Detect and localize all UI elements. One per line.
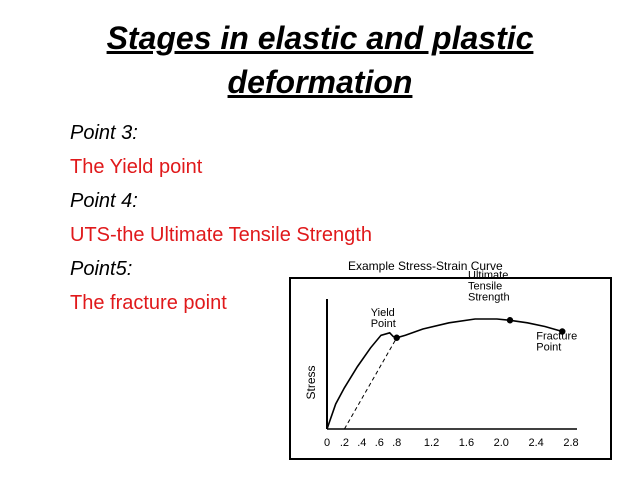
x-tick-label: 2.8: [563, 437, 579, 449]
point-4-desc: UTS-the Ultimate Tensile Strength: [70, 224, 372, 246]
x-tick-label: .4: [357, 437, 367, 449]
point-5-label: Point5:: [70, 258, 133, 280]
x-tick-label: 0: [323, 437, 331, 449]
stress-strain-chart: [289, 269, 612, 460]
chart-svg: [291, 269, 610, 458]
point-3-label: Point 3:: [70, 122, 138, 144]
point-3-desc: The Yield point: [70, 156, 203, 178]
x-tick-label: 1.2: [423, 437, 440, 449]
x-tick-label: .6: [374, 437, 384, 449]
slide-title: [0, 16, 640, 104]
annotation-label: Fracture Point: [536, 330, 578, 354]
curve-point-marker: [394, 335, 400, 341]
point-4-label: Point 4:: [70, 190, 138, 212]
curve-annotations: [371, 269, 578, 353]
x-tick-label: 2.0: [493, 437, 509, 449]
title-line-1: Stages in elastic and plastic: [106, 20, 534, 56]
chart-title: Example Stress-Strain Curve: [348, 259, 503, 273]
x-tick-label: 2.4: [528, 437, 544, 449]
x-tick-label: 1.6: [458, 437, 475, 449]
point-5-desc: The fracture point: [70, 292, 227, 314]
annotation-label: Yield Point: [370, 306, 396, 330]
y-axis-label: Stress: [304, 365, 318, 400]
x-tick-label: .2: [339, 437, 350, 449]
title-line-2: deformation: [227, 64, 413, 100]
annotation-label: Ultimate Tensile Strength: [468, 269, 510, 304]
offset-line: [344, 338, 396, 429]
curve-point-marker: [507, 317, 513, 323]
x-tick-label: .8: [392, 437, 402, 449]
stress-strain-curve: [327, 319, 562, 429]
x-tick-labels: [324, 437, 579, 449]
